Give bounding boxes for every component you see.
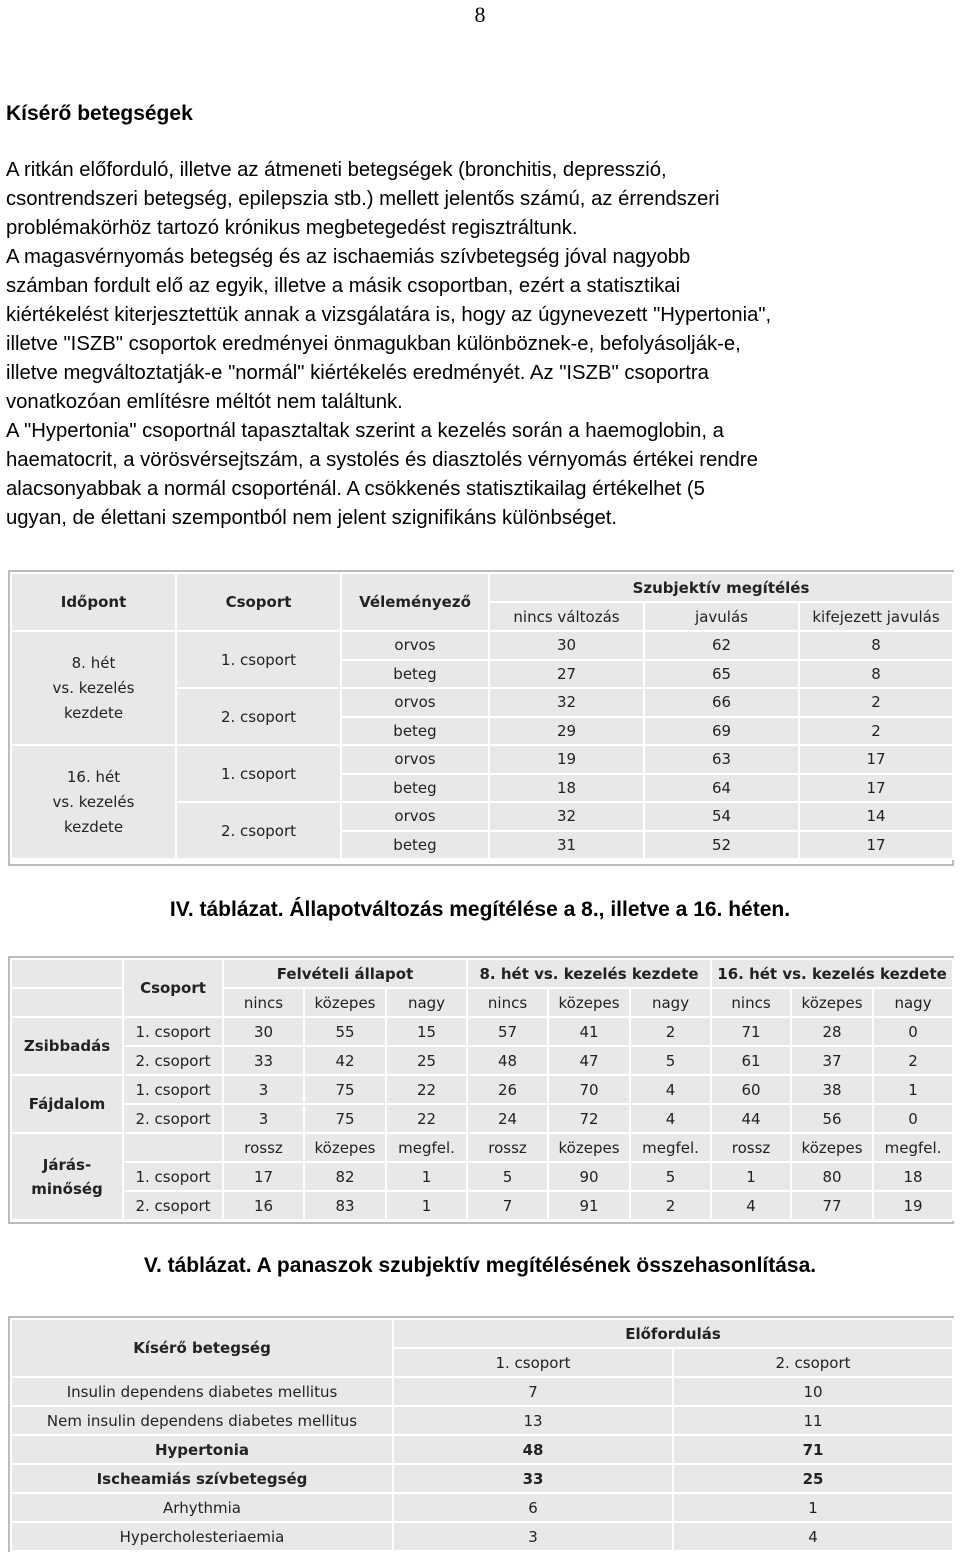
value-cell: 17 (799, 745, 953, 774)
value-cell: 48 (467, 1046, 548, 1075)
paragraph-line: problémakörhöz tartozó krónikus megbetegedést regisztráltunk. (6, 217, 578, 239)
subheader-cell: nincs (223, 988, 304, 1017)
value-cell: 41 (548, 1017, 630, 1046)
table-row (11, 1046, 953, 1075)
value-cell: 15 (386, 1017, 467, 1046)
value-cell: 5 (467, 1162, 548, 1191)
value-cell: 19 (873, 1191, 953, 1220)
value-cell: 3 (223, 1104, 304, 1133)
value-cell: 19 (489, 745, 644, 774)
value-cell: 80 (791, 1162, 873, 1191)
value-cell: 5 (630, 1162, 711, 1191)
value-cell: 54 (644, 802, 799, 831)
header-disease: Kísérő betegség (11, 1319, 393, 1377)
header-no-change: nincs változás (489, 602, 644, 631)
group-cell: 1. csoport (123, 1075, 223, 1104)
subheader-cell: közepes (304, 988, 386, 1017)
disease-name: Hypercholesteriaemia (11, 1522, 393, 1551)
rater-cell: orvos (341, 631, 489, 660)
subheader-cell: rossz (223, 1133, 304, 1162)
table-row (11, 1162, 953, 1191)
value-cell: 1 (711, 1162, 791, 1191)
header-week16: 16. hét vs. kezelés kezdete (711, 959, 953, 988)
time-label: 16. hét vs. kezelés kezdete (11, 745, 176, 859)
header-improvement: javulás (644, 602, 799, 631)
value-cell: 32 (489, 802, 644, 831)
value-cell: 33 (393, 1464, 673, 1493)
value-cell: 7 (467, 1191, 548, 1220)
value-cell: 56 (791, 1104, 873, 1133)
value-cell: 3 (223, 1075, 304, 1104)
header-marked-improvement: kifejezett javulás (799, 602, 953, 631)
page-number: 8 (474, 2, 486, 27)
group-cell: 1. csoport (123, 1162, 223, 1191)
value-cell: 63 (644, 745, 799, 774)
table-iv (10, 572, 954, 860)
value-cell: 82 (304, 1162, 386, 1191)
subheader-cell: nagy (630, 988, 711, 1017)
value-cell: 83 (304, 1191, 386, 1220)
subheader-cell: közepes (548, 1133, 630, 1162)
value-cell: 1 (673, 1493, 953, 1522)
header-time: Időpont (11, 573, 176, 631)
table-vi (10, 1318, 954, 1552)
table-row (11, 1191, 953, 1220)
value-cell: 55 (304, 1017, 386, 1046)
value-cell: 72 (548, 1104, 630, 1133)
value-cell: 6 (393, 1493, 673, 1522)
value-cell: 57 (467, 1017, 548, 1046)
table-row (11, 1464, 953, 1493)
body-paragraph (6, 156, 956, 533)
empty-cell (11, 988, 123, 1017)
rater-cell: beteg (341, 717, 489, 746)
subheader-cell: rossz (711, 1133, 791, 1162)
value-cell: 17 (799, 831, 953, 860)
value-cell: 10 (673, 1377, 953, 1406)
value-cell: 11 (673, 1406, 953, 1435)
value-cell: 30 (223, 1017, 304, 1046)
value-cell: 71 (673, 1435, 953, 1464)
paragraph-line: kiértékelést kiterjesztettük annak a vizsgálatára is, hogy az úgynevezett "Hypertonia", (6, 304, 772, 326)
paragraph-line: A ritkán előforduló, illetve az átmeneti betegségek (bronchitis, depresszió, (6, 159, 667, 181)
disease-name: Arhythmia (11, 1493, 393, 1522)
value-cell: 65 (644, 660, 799, 689)
value-cell: 3 (393, 1522, 673, 1551)
value-cell: 24 (467, 1104, 548, 1133)
group-label: 2. csoport (176, 802, 341, 859)
rater-cell: beteg (341, 774, 489, 803)
header-occurrence: Előfordulás (393, 1319, 953, 1348)
rater-cell: beteg (341, 831, 489, 860)
table5-caption: V. táblázat. A panaszok szubjektív megítélésének összehasonlítása. (143, 1254, 817, 1277)
table-row (11, 1522, 953, 1551)
value-cell: 4 (630, 1075, 711, 1104)
value-cell: 61 (711, 1046, 791, 1075)
table-v (10, 958, 954, 1221)
value-cell: 31 (489, 831, 644, 860)
value-cell: 62 (644, 631, 799, 660)
value-cell: 5 (630, 1046, 711, 1075)
time-label: 8. hét vs. kezelés kezdete (11, 631, 176, 745)
value-cell: 91 (548, 1191, 630, 1220)
group-label: 1. csoport (176, 745, 341, 802)
value-cell: 13 (393, 1406, 673, 1435)
value-cell: 60 (711, 1075, 791, 1104)
value-cell: 1 (386, 1162, 467, 1191)
table-row (11, 1017, 953, 1046)
paragraph-line: haematocrit, a vörösvérsejtszám, a systolés és diasztolés vérnyomás értékei rendre (6, 449, 758, 471)
value-cell: 8 (799, 631, 953, 660)
group-cell: 2. csoport (123, 1046, 223, 1075)
disease-name: Ischeamiás szívbetegség (11, 1464, 393, 1493)
group-cell: 2. csoport (123, 1104, 223, 1133)
table-row (11, 631, 953, 660)
value-cell: 38 (791, 1075, 873, 1104)
header-group: Csoport (176, 573, 341, 631)
table-row (11, 1075, 953, 1104)
rater-cell: orvos (341, 688, 489, 717)
value-cell: 25 (386, 1046, 467, 1075)
header-week8: 8. hét vs. kezelés kezdete (467, 959, 711, 988)
group-label: 2. csoport (176, 688, 341, 745)
value-cell: 2 (630, 1191, 711, 1220)
section-heading: Kísérő betegségek (6, 102, 193, 125)
subheader-cell: megfel. (386, 1133, 467, 1162)
subheader-cell: nincs (711, 988, 791, 1017)
value-cell: 26 (467, 1075, 548, 1104)
paragraph-line: illetve "ISZB" csoportok eredményei önmagukban különböznek-e, befolyásolják-e, (6, 333, 741, 355)
value-cell: 22 (386, 1104, 467, 1133)
value-cell: 22 (386, 1075, 467, 1104)
value-cell: 29 (489, 717, 644, 746)
group-cell: 1. csoport (123, 1017, 223, 1046)
empty-cell (123, 1133, 223, 1162)
value-cell: 30 (489, 631, 644, 660)
value-cell: 66 (644, 688, 799, 717)
header-subjective: Szubjektív megítélés (489, 573, 953, 602)
subheader-cell: közepes (304, 1133, 386, 1162)
value-cell: 28 (791, 1017, 873, 1046)
rater-cell: beteg (341, 660, 489, 689)
disease-name: Nem insulin dependens diabetes mellitus (11, 1406, 393, 1435)
subheader-cell: megfel. (873, 1133, 953, 1162)
rater-cell: orvos (341, 745, 489, 774)
value-cell: 14 (799, 802, 953, 831)
subheader-row (11, 1133, 953, 1162)
value-cell: 42 (304, 1046, 386, 1075)
value-cell: 2 (799, 717, 953, 746)
header-group2: 2. csoport (673, 1348, 953, 1377)
value-cell: 64 (644, 774, 799, 803)
value-cell: 4 (711, 1191, 791, 1220)
value-cell: 77 (791, 1191, 873, 1220)
table4-caption: IV. táblázat. Állapotváltozás megítélése a 8., illetve a 16. héten. (169, 898, 791, 921)
value-cell: 52 (644, 831, 799, 860)
disease-name: Insulin dependens diabetes mellitus (11, 1377, 393, 1406)
header-rater: Véleményező (341, 573, 489, 631)
value-cell: 18 (873, 1162, 953, 1191)
value-cell: 44 (711, 1104, 791, 1133)
table-row (11, 1104, 953, 1133)
paragraph-line: ugyan, de élettani szempontból nem jelent szignifikáns különbséget. (6, 507, 618, 529)
value-cell: 75 (304, 1104, 386, 1133)
paragraph-line: A "Hypertonia" csoportnál tapasztaltak szerint a kezelés során a haemoglobin, a (6, 420, 724, 442)
value-cell: 2 (630, 1017, 711, 1046)
value-cell: 18 (489, 774, 644, 803)
row-label: Járás- minőség (11, 1133, 123, 1220)
value-cell: 32 (489, 688, 644, 717)
paragraph-line: vonatkozóan említésre méltót nem találtunk. (6, 391, 403, 413)
subheader-cell: nagy (873, 988, 953, 1017)
row-label: Zsibbadás (11, 1017, 123, 1075)
value-cell: 8 (799, 660, 953, 689)
group-label: 1. csoport (176, 631, 341, 688)
value-cell: 7 (393, 1377, 673, 1406)
value-cell: 75 (304, 1075, 386, 1104)
value-cell: 25 (673, 1464, 953, 1493)
value-cell: 27 (489, 660, 644, 689)
disease-name: Hypertonia (11, 1435, 393, 1464)
value-cell: 1 (873, 1075, 953, 1104)
paragraph-line: A magasvérnyomás betegség és az ischaemiás szívbetegség jóval nagyobb (6, 246, 691, 268)
value-cell: 90 (548, 1162, 630, 1191)
subheader-cell: nincs (467, 988, 548, 1017)
paragraph-line: illetve megváltoztatják-e "normál" kiértékelés eredményét. Az "ISZB" csoportra (6, 362, 709, 384)
subheader-cell: közepes (548, 988, 630, 1017)
value-cell: 48 (393, 1435, 673, 1464)
empty-cell (11, 959, 123, 988)
subheader-cell: rossz (467, 1133, 548, 1162)
value-cell: 71 (711, 1017, 791, 1046)
group-cell: 2. csoport (123, 1191, 223, 1220)
subheader-cell: közepes (791, 988, 873, 1017)
value-cell: 0 (873, 1104, 953, 1133)
value-cell: 47 (548, 1046, 630, 1075)
value-cell: 17 (799, 774, 953, 803)
paragraph-line: csontrendszeri betegség, epilepszia stb.) mellett jelentős számú, az érrendszeri (6, 188, 720, 210)
subheader-cell: közepes (791, 1133, 873, 1162)
paragraph-line: alacsonyabbak a normál csoporténál. A csökkenés statisztikailag értékelhet (5 (6, 478, 705, 500)
header-row (11, 959, 953, 988)
rater-cell: orvos (341, 802, 489, 831)
value-cell: 2 (799, 688, 953, 717)
subheader-cell: nagy (386, 988, 467, 1017)
value-cell: 37 (791, 1046, 873, 1075)
subheader-cell: megfel. (630, 1133, 711, 1162)
paragraph-line: számban fordult elő az egyik, illetve a másik csoportban, ezért a statisztikai (6, 275, 681, 297)
value-cell: 4 (630, 1104, 711, 1133)
value-cell: 33 (223, 1046, 304, 1075)
table-row (11, 1406, 953, 1435)
value-cell: 17 (223, 1162, 304, 1191)
table-row (11, 1435, 953, 1464)
row-label: Fájdalom (11, 1075, 123, 1133)
table-row (11, 745, 953, 774)
value-cell: 0 (873, 1017, 953, 1046)
value-cell: 2 (873, 1046, 953, 1075)
header-baseline: Felvételi állapot (223, 959, 467, 988)
table-row (11, 1493, 953, 1522)
header-group: Csoport (123, 959, 223, 1017)
value-cell: 70 (548, 1075, 630, 1104)
header-group1: 1. csoport (393, 1348, 673, 1377)
value-cell: 69 (644, 717, 799, 746)
value-cell: 1 (386, 1191, 467, 1220)
table-row (11, 1377, 953, 1406)
value-cell: 4 (673, 1522, 953, 1551)
value-cell: 16 (223, 1191, 304, 1220)
